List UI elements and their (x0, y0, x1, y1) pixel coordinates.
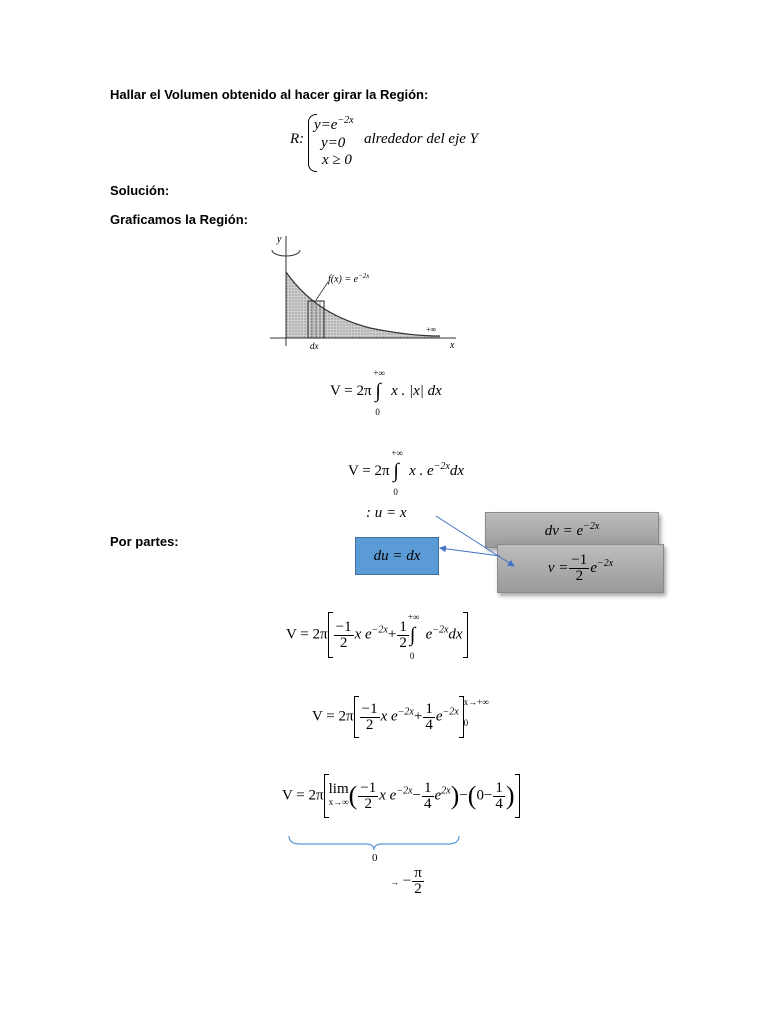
volume-eq-1: V = 2π +∞ ∫ 0 x . |x| dx (330, 368, 442, 417)
volume-eq-2: V = 2π +∞ ∫ 0 x . $e^{-2x}dx$ (348, 448, 465, 497)
region-axis-text: alrededor del eje Y (364, 131, 479, 147)
dv-box: dv = $e^{-2x}$ (485, 512, 659, 548)
volume-eq-3: V = 2π $\frac{-1}{2}$ x $e^{-2x}+$ $\frac{1}{2}$ +∞ ∫ 0 $e^{-2x}dx$ (286, 612, 468, 658)
region-prefix: R: (290, 131, 305, 147)
brace-value: 0 (372, 852, 378, 864)
volume-eq-4: V = 2π $\frac{-1}{2}$ x $e^{-2x}+$ $\frac{1}{4}$ $e^{-2x}$ x→+∞ 0 (312, 696, 489, 738)
region-line-2: y=0 (321, 135, 346, 151)
underbrace (286, 834, 462, 854)
region-graph (250, 228, 470, 354)
connector-arrows (430, 510, 530, 580)
final-result: → − $\frac{\pi}{2}$ (390, 865, 422, 897)
region-line-3: x ≥ 0 (322, 152, 352, 168)
region-line-1: $y=e^{-2x}$ (314, 115, 354, 133)
du-box: du = dx (355, 537, 439, 575)
shaded-region (286, 272, 440, 338)
u-definition: : u = x (366, 505, 407, 521)
solucion-label: Solución: (110, 183, 170, 198)
v-box: v = $\frac{-1}{2}$ $e^{-2x}$ (497, 544, 664, 593)
graph-y-label: y (277, 234, 282, 245)
graficamos-label: Graficamos la Región: (110, 212, 248, 227)
graph-x-label: x (450, 340, 455, 351)
graph-inf-label: +∞ (426, 325, 437, 334)
graph-dx-label: dx (310, 341, 319, 351)
por-partes-label: Por partes: (110, 534, 179, 549)
graph-function-label: $f(x) = e^{-2x}$ (328, 272, 370, 285)
problem-heading: Hallar el Volumen obtenido al hacer girar la Región: (110, 87, 429, 102)
volume-eq-5: V = 2π lim x→∞ ( $\frac{-1}{2}$ x $e^{-2x}-$ $\frac{1}{4}$ $e^{2x})-(0-$ $\frac{1}{4}$ ) (282, 774, 520, 818)
